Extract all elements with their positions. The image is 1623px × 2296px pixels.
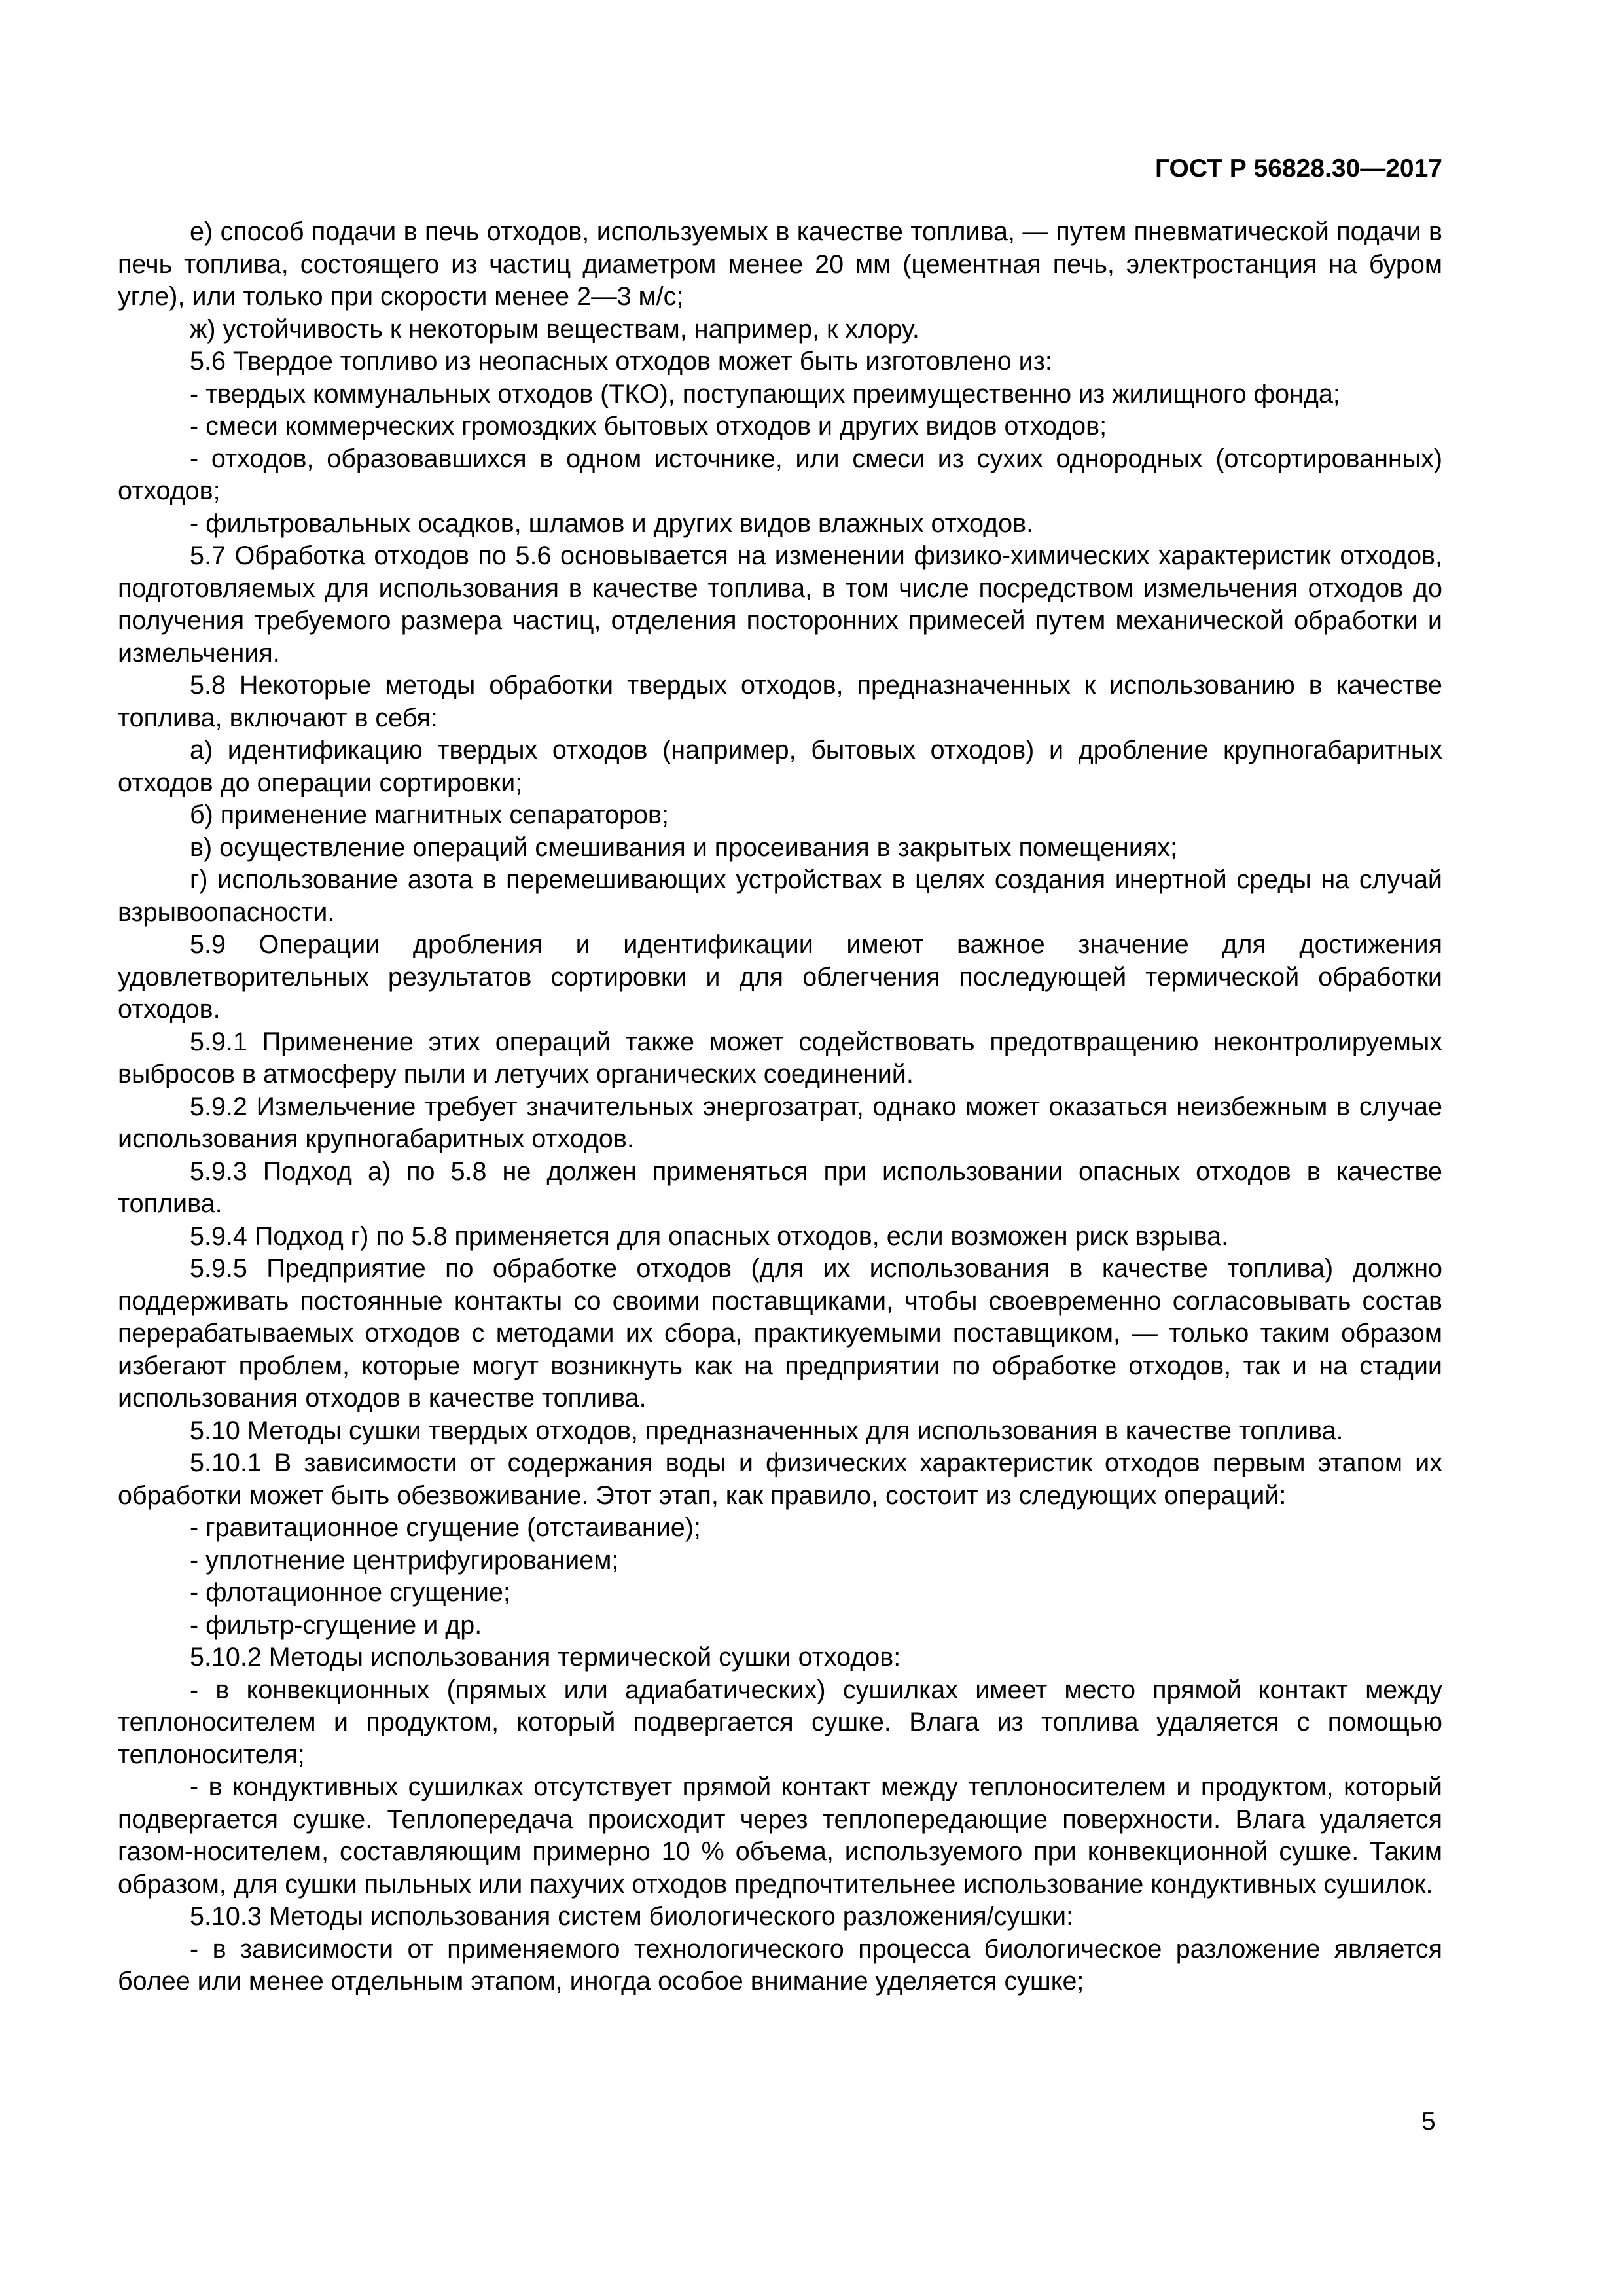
- list-item-5-10-1-1: - гравитационное сгущение (отстаивание);: [190, 1513, 701, 1542]
- list-item-5-10-2-conductive: - в кондуктивных сушилках отсутствует прямой контакт между теплоносителем и продуктом, который подвергается сушке. Теплопередача происходит через теплопередающие поверхности. Влага удаляется газом-носителем, составляющим примерно 10 % объема, используемого при конвекционной сушке. Таким образом, для сушки пыльных или пахучих отходов предпочтительнее использование кондуктивных сушилок.: [118, 1772, 1442, 1899]
- paragraph-5-9-3: 5.9.3 Подход а) по 5.8 не должен применяться при использовании опасных отходов в качестве топлива.: [118, 1157, 1442, 1218]
- list-item-5-6-4: - фильтровальных осадков, шламов и других видов влажных отходов.: [190, 509, 1034, 538]
- list-item-5-8-v: в) осуществление операций смешивания и просеивания в закрытых помещениях;: [190, 833, 1178, 862]
- list-item-5-10-1-2: - уплотнение центрифугированием;: [190, 1545, 619, 1575]
- list-item-5-8-g: г) использование азота в перемешивающих устройствах в целях создания инертной среды на случай взрывоопасности.: [118, 865, 1442, 927]
- paragraph-5-8: 5.8 Некоторые методы обработки твердых отходов, предназначенных к использованию в качестве топлива, включают в себя:: [118, 671, 1442, 732]
- paragraph-5-10-2: 5.10.2 Методы использования термической сушки отходов:: [190, 1643, 901, 1672]
- paragraph-5-10-1: 5.10.1 В зависимости от содержания воды и физических характеристик отходов первым этапом их обработки может быть обезвоживание. Этот этап, как правило, состоит из следующих операций:: [118, 1448, 1442, 1510]
- paragraph-5-7: 5.7 Обработка отходов по 5.6 основывается на изменении физико-химических характеристик отходов, подготовляемых для использования в качестве топлива, в том числе посредством измельчения отходов до получения требуемого размера частиц, отделения посторонних примесей путем механической обработки и измельчения.: [118, 541, 1442, 668]
- paragraph-zh-resistance: ж) устойчивость к некоторым веществам, например, к хлору.: [190, 314, 919, 344]
- document-body: [118, 216, 1442, 1998]
- list-item-5-8-a: а) идентификацию твердых отходов (например, бытовых отходов) и дробление крупногабаритных отходов до операции сортировки;: [118, 736, 1442, 797]
- list-item-5-10-2-convective: - в конвекционных (прямых или адиабатических) сушилках имеет место прямой контакт между теплоносителем и продуктом, который подвергается сушке. Влага из топлива удаляется с помощью теплоносителя;: [118, 1675, 1442, 1769]
- paragraph-5-9-5: 5.9.5 Предприятие по обработке отходов (для их использования в качестве топлива) должно поддерживать постоянные контакты со своими поставщиками, чтобы своевременно согласовывать состав перерабатываемых отходов с методами их сбора, практикуемыми поставщиком, — только таким образом избегают проблем, которые могут возникнуть как на предприятии по обработке отходов, так и на стадии использования отходов в качестве топлива.: [118, 1254, 1442, 1412]
- paragraph-5-9-1: 5.9.1 Применение этих операций также может содействовать предотвращению неконтролируемых выбросов в атмосферу пыли и летучих органических соединений.: [118, 1027, 1442, 1088]
- paragraph-5-9-4: 5.9.4 Подход г) по 5.8 применяется для опасных отходов, если возможен риск взрыва.: [190, 1221, 1229, 1251]
- list-item-5-6-1: - твердых коммунальных отходов (ТКО), поступающих преимущественно из жилищного фонда;: [190, 379, 1340, 408]
- paragraph-5-6: 5.6 Твердое топливо из неопасных отходов может быть изготовлено из:: [190, 347, 1052, 376]
- page-number: 5: [1421, 2108, 1436, 2136]
- list-item-5-8-b: б) применение магнитных сепараторов;: [190, 800, 669, 829]
- paragraph-5-9-2: 5.9.2 Измельчение требует значительных энергозатрат, однако может оказаться неизбежным в случае использования крупногабаритных отходов.: [118, 1092, 1442, 1153]
- list-item-5-10-1-3: - флотационное сгущение;: [190, 1578, 510, 1607]
- list-item-5-6-3: - отходов, образовавшихся в одном источнике, или смеси из сухих однородных (отсортированных) отходов;: [118, 444, 1442, 505]
- list-item-5-10-3-1: - в зависимости от применяемого технологического процесса биологическое разложение является более или менее отдельным этапом, иногда особое внимание уделяется сушке;: [118, 1934, 1442, 1996]
- document-code-header: ГОСТ Р 56828.30—2017: [1154, 154, 1442, 183]
- paragraph-5-10-3: 5.10.3 Методы использования систем биологического разложения/сушки:: [190, 1902, 1074, 1931]
- list-item-5-10-1-4: - фильтр-сгущение и др.: [190, 1610, 482, 1640]
- paragraph-5-10: 5.10 Методы сушки твердых отходов, предназначенных для использования в качестве топлива.: [190, 1416, 1344, 1445]
- paragraph-5-9: 5.9 Операции дробления и идентификации имеют важное значение для достижения удовлетворительных результатов сортировки и для облегчения последующей термической обработки отходов.: [118, 930, 1442, 1024]
- list-item-5-6-2: - смеси коммерческих громоздких бытовых отходов и других видов отходов;: [190, 412, 1107, 440]
- paragraph-e-feeding-method: е) способ подачи в печь отходов, используемых в качестве топлива, — путем пневматической подачи в печь топлива, состоящего из частиц диаметром менее 20 мм (цементная печь, электростанция на буром угле), или только при скорости менее 2—3 м/с;: [118, 217, 1442, 311]
